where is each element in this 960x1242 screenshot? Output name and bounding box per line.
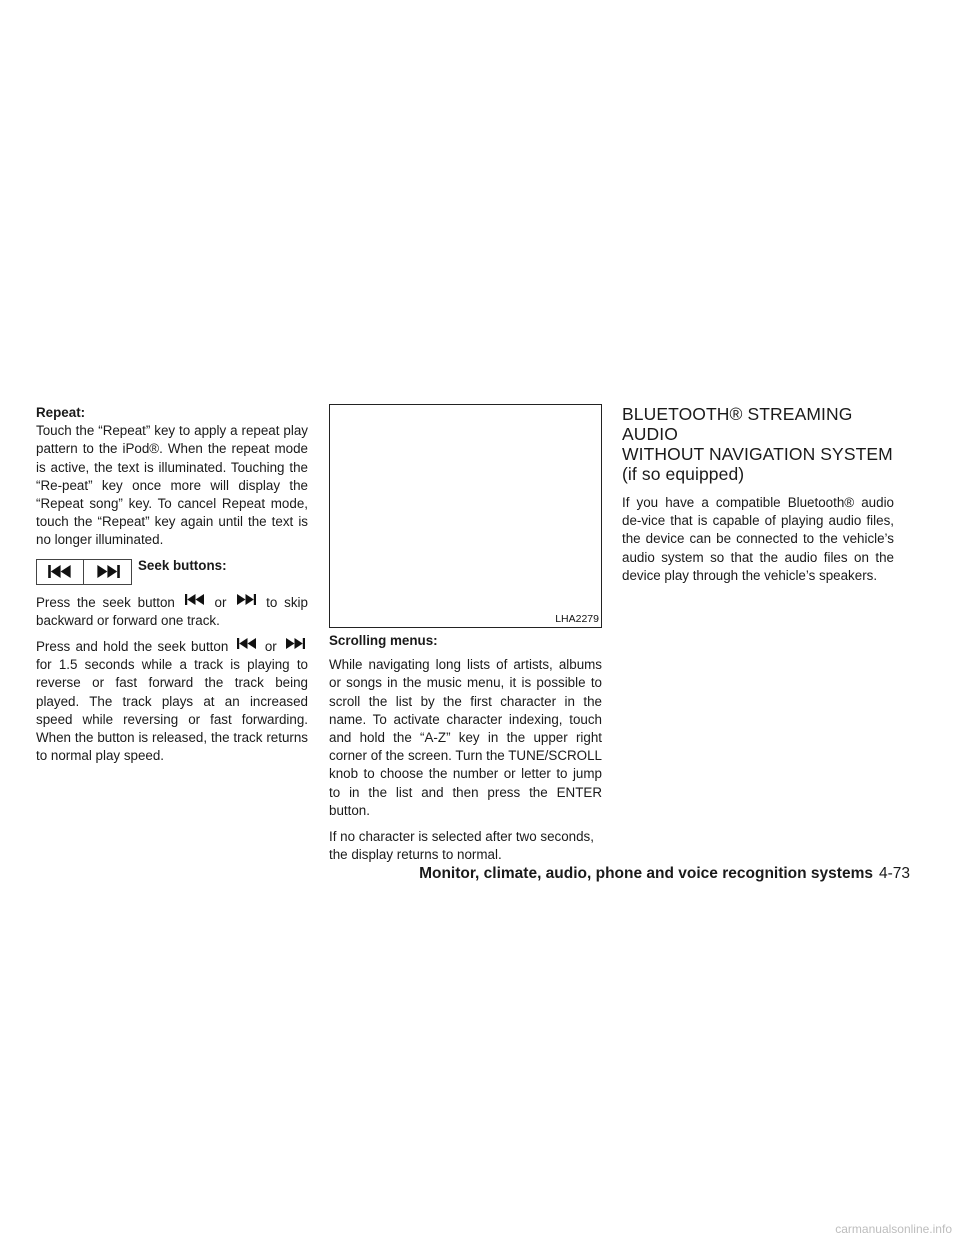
previous-track-icon [185,594,205,605]
seek-heading: Seek buttons: [138,557,227,573]
scroll-heading: Scrolling menus: [329,633,438,648]
section-title-line-1: BLUETOOTH® STREAMING AUDIO [622,404,853,444]
repeat-paragraph: Touch the “Repeat” key to apply a repeat play pattern to the iPod®. When the repeat mode is active, the text is illuminated. Touching the “Re-peat” key once more will display the “Repeat song” key. To cancel Repeat mode, touch the “Repeat” key again until the text is no longer illuminated. [36,423,308,548]
seek-p2-text-b: for 1.5 seconds while a track is playing to reverse or fast forward the track being played. The track plays at an increased speed while reversing or fast forwarding. When the button is released, the track returns to normal play speed. [36,657,308,764]
figure-image [329,404,602,628]
page-number: 4-73 [878,865,910,882]
page-footer [419,865,910,883]
scroll-paragraph-1: While navigating long lists of artists, albums or songs in the music menu, it is possible to scroll the list by the first character in the name. To activate character indexing, touch and hold the “A-Z” key in the upper right corner of the screen. Turn the TUNE/SCROLL knob to choose the number or letter to jump to in the list and then press the ENTER button. [329,657,602,818]
previous-track-icon [36,559,84,585]
seek-p2-text-a: Press and hold the seek button [36,639,229,655]
seek-p1-text-b: to skip backward or forward one track. [36,594,308,628]
section-title-line-2: WITHOUT NAVIGATION SYSTEM (if so equipped) [622,444,893,484]
previous-track-icon [237,638,257,649]
seek-p1-text-a: Press the seek button [36,594,175,610]
seek-p2-or: or [264,639,277,655]
repeat-heading: Repeat: [36,405,86,420]
column-middle [329,404,602,872]
chapter-title: Monitor, climate, audio, phone and voice recognition systems [419,865,873,882]
column-right [622,404,894,593]
seek-p1-or: or [214,594,227,610]
scroll-paragraph-2: If no character is selected after two seconds, the display returns to normal. [329,829,594,863]
bluetooth-paragraph: If you have a compatible Bluetooth® audio de-vice that is capable of playing audio files, the device can be connected to the vehicle’s audio system so that the audio files on the device play through the vehicle’s speakers. [622,495,894,583]
seek-buttons-figure [36,558,308,586]
watermark: carmanualsonline.info [835,1222,952,1236]
figure-code: LHA2279 [555,613,599,625]
next-track-icon [236,594,256,605]
next-track-icon [84,559,132,585]
column-left [36,404,308,773]
seek-paragraph-1 [36,594,308,630]
seek-paragraph-2 [36,638,308,765]
section-title [622,404,894,484]
next-track-icon [285,638,305,649]
